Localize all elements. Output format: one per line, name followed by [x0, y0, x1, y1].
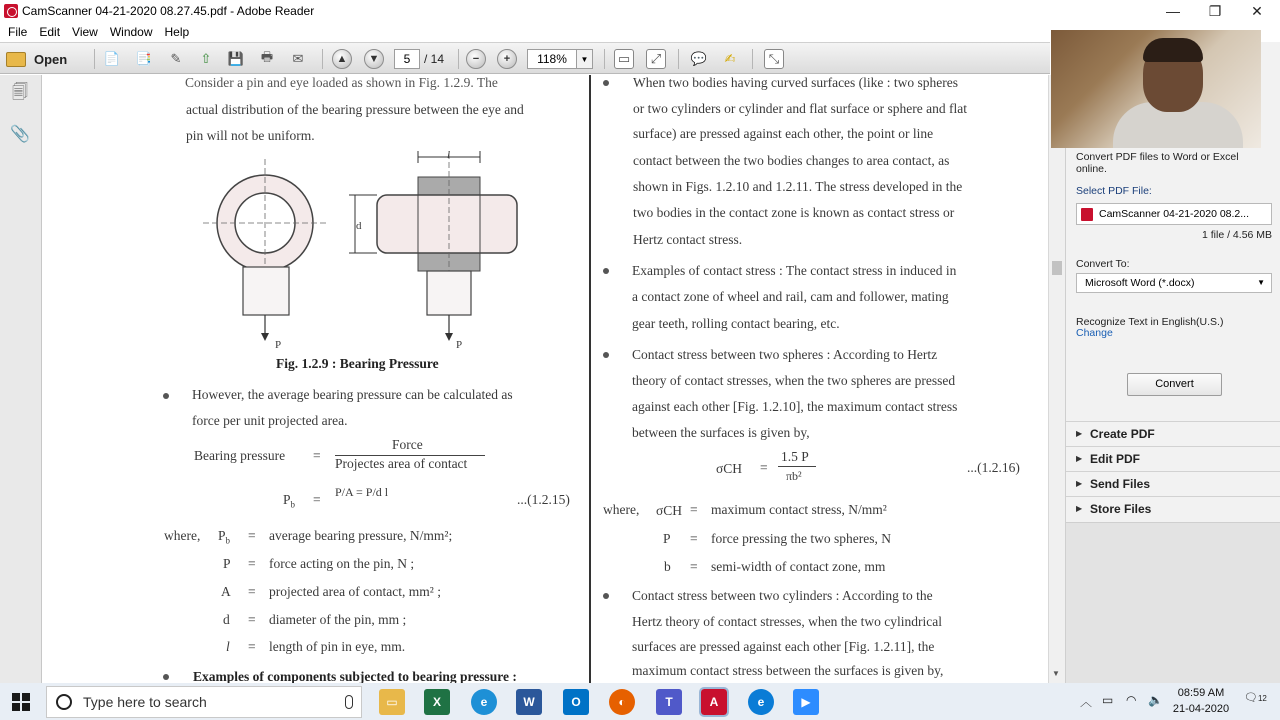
section-create-pdf[interactable]: ▶ Create PDF	[1066, 421, 1280, 446]
toolbar-separator	[678, 49, 679, 69]
bullet-icon	[603, 268, 609, 274]
expand-icon[interactable]: ⤡	[764, 49, 784, 69]
expand-triangle-icon: ▶	[1076, 479, 1083, 488]
page-number-input[interactable]: 5	[394, 49, 420, 69]
def-symbol: σCH	[656, 503, 683, 518]
section-edit-pdf[interactable]: ▶ Edit PDF	[1066, 446, 1280, 471]
bearing-pressure-figure	[203, 149, 543, 349]
equation-number: ...(1.2.15)	[517, 492, 570, 507]
next-page-button[interactable]: ▼	[364, 49, 384, 69]
def-symbol: A	[221, 584, 231, 599]
panel-description: Convert PDF files to Word or Excel online.	[1076, 151, 1239, 175]
dropdown-arrow-icon: ▼	[1257, 278, 1265, 287]
equals-sign: =	[313, 492, 321, 507]
doc-line: Consider a pin and eye loaded as shown in Fig. 1.2.9. The	[185, 75, 498, 90]
comment-icon[interactable]: 💬	[690, 51, 708, 66]
figure-caption: Fig. 1.2.9 : Bearing Pressure	[276, 356, 439, 371]
restore-button[interactable]: ❐	[1208, 2, 1222, 19]
def-text: diameter of the pin, mm ;	[269, 612, 407, 627]
zoom-dropdown-arrow-icon[interactable]: ▼	[577, 49, 593, 69]
figure-label-p: P	[275, 339, 282, 351]
fraction-bar	[778, 466, 816, 467]
adobe-reader-taskbar-icon[interactable]: A	[701, 689, 727, 715]
equation-numerator: Force	[392, 437, 423, 452]
document-view	[43, 75, 1048, 683]
def-text: force pressing the two spheres, N	[711, 531, 891, 546]
attachments-icon[interactable]: 📎	[10, 126, 30, 143]
scroll-down-icon[interactable]: ▼	[1052, 669, 1060, 678]
doc-line: Hertz theory of contact stresses, when the two cylindrical	[632, 614, 943, 629]
equation-symbol: σCH	[716, 461, 743, 476]
doc-line: between the surfaces is given by,	[632, 425, 810, 440]
create-pdf-icon[interactable]: 📄	[103, 51, 121, 66]
doc-line: or two cylinders or cylinder and flat surface or sphere and flat	[633, 101, 967, 116]
panel-empty-area	[1066, 522, 1280, 683]
doc-line: Contact stress between two spheres : According to Hertz	[632, 347, 938, 362]
equation-symbol: $P_b$	[283, 492, 296, 510]
outlook-icon[interactable]: O	[563, 689, 589, 715]
fit-width-icon[interactable]: ⤢	[646, 49, 666, 69]
def-text: average bearing pressure, N/mm²;	[269, 528, 453, 543]
doc-line: However, the average bearing pressure can be calculated as	[192, 387, 513, 402]
menu-help[interactable]: Help	[164, 24, 190, 39]
notification-count: 12	[1257, 694, 1267, 703]
equation-number: ...(1.2.16)	[967, 460, 1020, 475]
print-icon[interactable]: 🖶	[260, 49, 274, 64]
clock-time: 08:59 AM	[1177, 687, 1225, 699]
doc-line: contact between the two bodies changes to area contact, as	[633, 153, 950, 168]
toolbar-separator	[322, 49, 323, 69]
def-symbol: P	[223, 556, 231, 571]
folder-icon	[6, 52, 26, 67]
equation-fraction: P/A = P/d l	[335, 485, 389, 499]
expand-triangle-icon: ▶	[1076, 504, 1083, 513]
toolbar	[0, 42, 1050, 74]
open-label: Open	[34, 51, 68, 67]
microphone-icon[interactable]	[345, 695, 353, 709]
doc-line: theory of contact stresses, when the two spheres are pressed	[632, 373, 956, 388]
where-label: where,	[603, 502, 640, 517]
bullet-icon	[603, 593, 609, 599]
fit-page-icon[interactable]: ▭	[614, 49, 634, 69]
windows-start-icon[interactable]	[12, 693, 30, 711]
def-equals: =	[248, 584, 256, 599]
page-total: / 14	[424, 52, 445, 66]
where-label: where,	[164, 528, 201, 543]
document-scrollbar[interactable]	[1048, 75, 1065, 683]
def-equals: =	[248, 612, 256, 627]
file-explorer-icon[interactable]: ▭	[379, 689, 405, 715]
recognize-text-label: Recognize Text in English(U.S.)	[1076, 316, 1224, 328]
zoom-icon[interactable]: ▶	[793, 689, 819, 715]
def-symbol: b	[664, 559, 671, 574]
select-pdf-label: Select PDF File:	[1076, 185, 1152, 197]
change-link[interactable]: Change	[1076, 327, 1113, 339]
figure-label-d: d	[356, 220, 362, 232]
doc-line: surface) are pressed against each other, the point or line	[633, 126, 934, 141]
def-text: projected area of contact, mm² ;	[269, 584, 441, 599]
volume-icon[interactable]: 🔈	[1148, 693, 1163, 707]
upload-icon[interactable]: ⇧	[200, 51, 212, 66]
menu-bar	[0, 22, 1050, 41]
doc-line: pin will not be uniform.	[186, 128, 315, 143]
bullet-icon	[163, 393, 169, 399]
zoom-out-button[interactable]: −	[466, 49, 486, 69]
menu-edit[interactable]: Edit	[39, 24, 61, 39]
taskbar-clock[interactable]	[1171, 685, 1231, 717]
word-icon[interactable]: W	[516, 689, 542, 715]
file-info: 1 file / 4.56 MB	[1202, 229, 1273, 241]
firefox-icon[interactable]: ◐	[609, 689, 635, 715]
equation-denominator: Projectes area of contact	[335, 456, 468, 471]
selected-file[interactable]	[1076, 203, 1272, 225]
doc-line: Contact stress between two cylinders : According to the	[632, 588, 933, 603]
zoom-in-button[interactable]: +	[497, 49, 517, 69]
equals-sign: =	[313, 448, 321, 463]
page-thumbnails-icon[interactable]: 🗐	[12, 83, 28, 101]
edge-icon[interactable]: e	[748, 689, 774, 715]
expand-triangle-icon: ▶	[1076, 454, 1083, 463]
bullet-icon	[163, 674, 169, 680]
show-hidden-icons-icon[interactable]: ︿	[1080, 695, 1093, 709]
window-title: CamScanner 04-21-2020 08.27.45.pdf - Adobe Reader	[22, 4, 315, 18]
def-equals: =	[690, 502, 698, 517]
doc-line: Examples of components subjected to bearing pressure :	[193, 669, 517, 683]
doc-line: maximum contact stress between the surfaces is given by,	[632, 663, 944, 678]
doc-line: When two bodies having curved surfaces (like : two spheres	[633, 75, 959, 90]
convert-to-value: Microsoft Word (*.docx)	[1085, 277, 1195, 289]
convert-to-select[interactable]	[1076, 273, 1272, 293]
close-button[interactable]: ✕	[1251, 2, 1263, 19]
internet-explorer-icon[interactable]: e	[471, 689, 497, 715]
person-hair	[1143, 38, 1203, 62]
doc-line: against each other [Fig. 1.2.10], the maximum contact stress	[632, 399, 958, 414]
open-button[interactable]	[6, 48, 76, 70]
doc-line: surfaces are pressed against each other [Fig. 1.2.11], the	[632, 639, 935, 654]
cortana-icon	[56, 694, 72, 710]
def-symbol: P	[663, 531, 671, 546]
doc-line: Examples of contact stress : The contact stress in induced in	[632, 263, 957, 278]
expand-triangle-icon: ▶	[1076, 429, 1083, 438]
save-icon[interactable]: 💾	[227, 51, 245, 66]
minimize-button[interactable]: —	[1166, 3, 1180, 19]
adobe-reader-icon	[4, 4, 18, 18]
convert-button[interactable]: Convert	[1127, 373, 1222, 396]
doc-line: Hertz contact stress.	[633, 232, 743, 247]
webcam-overlay	[1051, 30, 1261, 148]
navigation-pane	[0, 75, 42, 683]
def-symbol: l	[226, 639, 230, 654]
bullet-icon	[603, 352, 609, 358]
sign-icon[interactable]: ✍	[724, 51, 736, 66]
menu-view[interactable]: View	[72, 24, 98, 39]
def-symbol: $P_b$	[218, 528, 231, 546]
equation-numerator: 1.5 P	[781, 449, 809, 464]
def-equals: =	[248, 639, 256, 654]
bullet-icon	[603, 80, 609, 86]
zoom-level-input[interactable]: 118%	[527, 49, 577, 69]
taskbar-search[interactable]	[46, 686, 362, 718]
doc-line: force per unit projected area.	[192, 413, 348, 428]
toolbar-separator	[94, 49, 95, 69]
selected-file-name: CamScanner 04-21-2020 08.2...	[1099, 208, 1250, 220]
edit-pdf-icon[interactable]: ✎	[170, 51, 182, 66]
doc-line: actual distribution of the bearing pressure between the eye and	[186, 102, 524, 117]
def-text: force acting on the pin, N ;	[269, 556, 415, 571]
def-equals: =	[690, 531, 698, 546]
def-text: length of pin in eye, mm.	[269, 639, 406, 654]
doc-line: two bodies in the contact zone is known as contact stress or	[633, 205, 955, 220]
menu-file[interactable]: File	[8, 24, 28, 39]
wifi-icon[interactable]: ◠	[1126, 693, 1137, 707]
pdf-file-icon	[1081, 208, 1093, 221]
def-text: semi-width of contact zone, mm	[711, 559, 886, 574]
convert-to-label: Convert To:	[1076, 258, 1130, 270]
column-divider	[589, 75, 591, 683]
excel-icon[interactable]: X	[424, 689, 450, 715]
clock-date: 21-04-2020	[1172, 703, 1230, 715]
toolbar-separator	[752, 49, 753, 69]
def-equals: =	[248, 556, 256, 571]
def-text: maximum contact stress, N/mm²	[711, 502, 887, 517]
menu-window[interactable]: Window	[109, 24, 153, 39]
def-symbol: d	[223, 612, 230, 627]
figure-label-p: P	[456, 339, 463, 351]
doc-line: shown in Figs. 1.2.10 and 1.2.11. The stress developed in the	[633, 179, 963, 194]
previous-page-button[interactable]: ▲	[332, 49, 352, 69]
section-send-files[interactable]: ▶ Send Files	[1066, 471, 1280, 496]
doc-line: gear teeth, rolling contact bearing, etc.	[632, 316, 840, 331]
toolbar-separator	[458, 49, 459, 69]
combine-files-icon[interactable]: 📑	[135, 51, 153, 66]
battery-icon[interactable]: ▭	[1102, 693, 1114, 707]
taskbar	[0, 683, 1280, 720]
teams-icon[interactable]: T	[656, 689, 682, 715]
scrollbar-thumb[interactable]	[1052, 261, 1062, 275]
def-equals: =	[248, 528, 256, 543]
toolbar-separator	[604, 49, 605, 69]
email-icon[interactable]: ✉	[292, 51, 304, 66]
def-equals: =	[690, 559, 698, 574]
section-store-files[interactable]: ▶ Store Files	[1066, 496, 1280, 521]
search-placeholder: Type here to search	[83, 694, 207, 710]
doc-line: a contact zone of wheel and rail, cam and follower, mating	[632, 289, 949, 304]
equation-label: Bearing pressure	[194, 448, 286, 463]
equation-denominator: πb²	[786, 469, 802, 483]
figure-label-l: l	[447, 149, 451, 161]
equals-sign: =	[760, 460, 768, 475]
notification-center-icon[interactable]: 🗨12	[1244, 692, 1267, 704]
title-bar	[0, 0, 1280, 22]
